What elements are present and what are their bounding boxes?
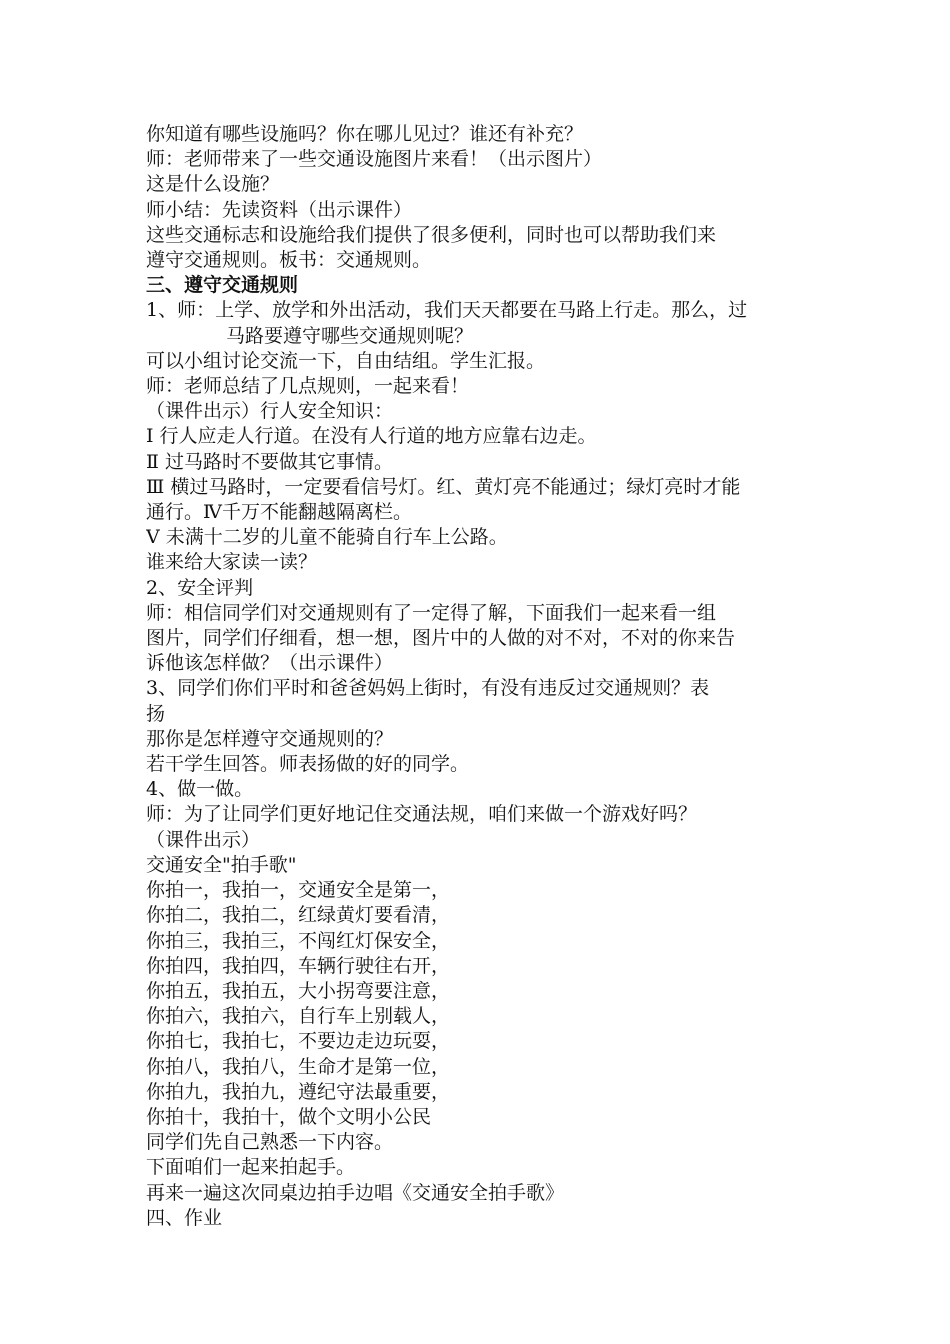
text-line: 若干学生回答。师表扬做的好的同学。 bbox=[146, 753, 470, 776]
text-line: 4、做一做。 bbox=[146, 778, 254, 801]
text-line: 2、安全评判 bbox=[146, 576, 254, 599]
song-verse: 你拍一，我拍一，交通安全是第一， bbox=[146, 879, 451, 902]
text-line: 图片，同学们仔细看，想一想，图片中的人做的对不对，不对的你来告 bbox=[146, 627, 736, 650]
section-heading-homework: 四、作业 bbox=[146, 1206, 223, 1229]
rule-item: Ⅰ 行人应走人行道。在没有人行道的地方应靠右边走。 bbox=[146, 425, 597, 448]
rule-item: Ⅴ 未满十二岁的儿童不能骑自行车上公路。 bbox=[146, 526, 508, 549]
text-line: 师：老师总结了几点规则，一起来看！ bbox=[146, 375, 470, 398]
song-title: 交通安全"拍手歌" bbox=[146, 853, 297, 876]
song-verse: 你拍七，我拍七，不要边走边玩耍， bbox=[146, 1030, 451, 1053]
song-verse: 你拍三，我拍三，不闯红灯保安全， bbox=[146, 929, 451, 952]
document-page bbox=[146, 122, 810, 1231]
text-line: 师：相信同学们对交通规则有了一定得了解，下面我们一起来看一组 bbox=[146, 601, 717, 624]
text-line: 你知道有哪些设施吗？你在哪儿见过？谁还有补充？ bbox=[146, 123, 584, 145]
rule-item: Ⅱ 过马路时不要做其它事情。 bbox=[146, 450, 393, 473]
song-verse: 你拍五，我拍五，大小拐弯要注意， bbox=[146, 979, 451, 1002]
text-line: 师：老师带来了一些交通设施图片来看！（出示图片） bbox=[146, 148, 603, 171]
text-line: 那你是怎样遵守交通规则的？ bbox=[146, 727, 394, 750]
rule-item: Ⅲ 横过马路时，一定要看信号灯。红、黄灯亮不能通过；绿灯亮时才能 bbox=[146, 475, 741, 498]
text-line: （课件出示） bbox=[146, 828, 261, 851]
text-line: 扬 bbox=[146, 702, 166, 725]
text-line: 师小结：先读资料（出示课件） bbox=[146, 198, 413, 221]
rule-item: 通行。Ⅳ千万不能翻越隔离栏。 bbox=[146, 501, 412, 524]
text-line: 这是什么设施？ bbox=[146, 173, 280, 196]
song-verse: 你拍二，我拍二，红绿黄灯要看清， bbox=[146, 904, 451, 927]
text-line: 再来一遍这次同桌边拍手边唱《交通安全拍手歌》 bbox=[146, 1181, 565, 1204]
text-line: 同学们先自己熟悉一下内容。 bbox=[146, 1131, 394, 1154]
song-verse: 你拍四，我拍四，车辆行驶往右开， bbox=[146, 954, 451, 977]
text-line: 遵守交通规则。板书：交通规则。 bbox=[146, 249, 432, 272]
song-verse: 你拍九，我拍九，遵纪守法最重要， bbox=[146, 1080, 451, 1103]
song-verse: 你拍六，我拍六，自行车上别载人， bbox=[146, 1005, 451, 1028]
text-line: 1、师：上学、放学和外出活动，我们天天都要在马路上行走。那么，过 bbox=[146, 299, 748, 322]
text-line: 马路要遵守哪些交通规则呢？ bbox=[226, 324, 474, 347]
text-line: 3、同学们你们平时和爸爸妈妈上街时，有没有违反过交通规则？表 bbox=[146, 677, 710, 700]
text-line: 这些交通标志和设施给我们提供了很多便利，同时也可以帮助我们来 bbox=[146, 223, 717, 246]
song-verse: 你拍八，我拍八，生命才是第一位， bbox=[146, 1055, 451, 1078]
section-heading: 三、遵守交通规则 bbox=[146, 274, 299, 297]
text-line: 谁来给大家读一读？ bbox=[146, 551, 318, 574]
text-line: 师：为了让同学们更好地记住交通法规，咱们来做一个游戏好吗？ bbox=[146, 803, 698, 826]
text-line: 可以小组讨论交流一下，自由结组。学生汇报。 bbox=[146, 349, 546, 372]
text-line: （课件出示）行人安全知识： bbox=[146, 400, 394, 423]
text-line: 下面咱们一起来拍起手。 bbox=[146, 1156, 356, 1179]
song-verse: 你拍十，我拍十，做个文明小公民 bbox=[146, 1105, 432, 1128]
text-line: 诉他该怎样做？（出示课件） bbox=[146, 652, 394, 675]
